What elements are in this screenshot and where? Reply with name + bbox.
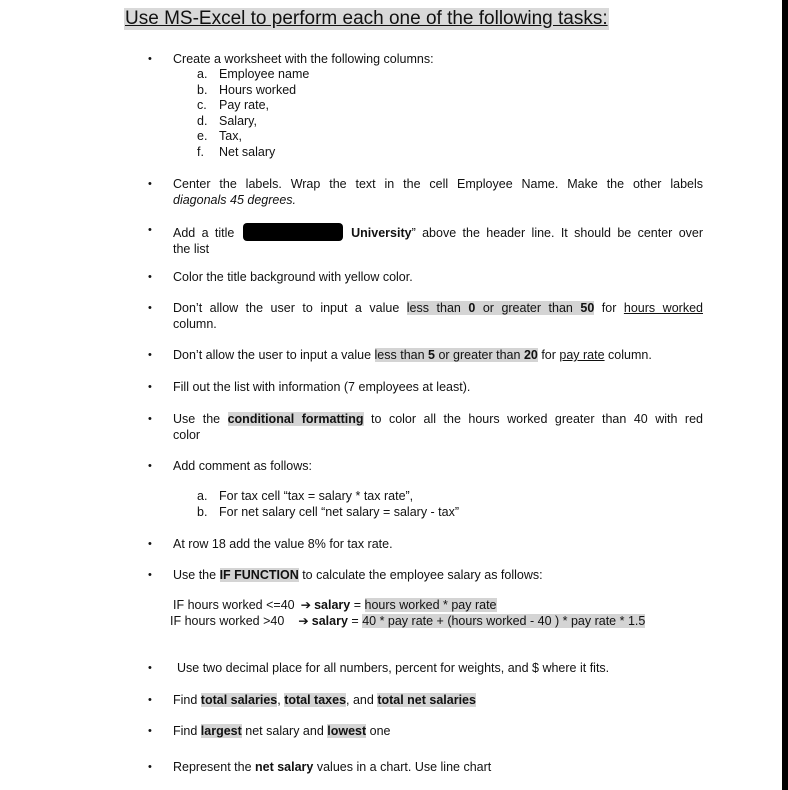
arrow-icon: ➔ xyxy=(300,598,312,612)
bullet: • xyxy=(148,460,152,472)
task-text: Use the IF FUNCTION to calculate the employee salary as follows: xyxy=(173,568,543,582)
task-text: Find largest net salary and lowest one xyxy=(173,724,391,738)
column-item: e. Tax, xyxy=(197,129,242,143)
task-text: column. xyxy=(173,316,217,331)
bullet: • xyxy=(148,662,152,674)
bullet: • xyxy=(148,53,152,65)
column-item: c. Pay rate, xyxy=(197,98,270,112)
task-text: Fill out the list with information (7 employees at least). xyxy=(173,380,471,394)
task-text: Color the title background with yellow color. xyxy=(173,270,413,284)
column-item: f. Net salary xyxy=(197,145,276,159)
bullet: • xyxy=(148,538,152,550)
page-right-edge xyxy=(782,0,788,790)
if-rule-1: IF hours worked <=40 ➔ salary = hours worked * pay rate xyxy=(173,598,497,612)
bullet: • xyxy=(148,569,152,581)
bullet: • xyxy=(148,349,152,361)
bullet: • xyxy=(148,413,152,425)
comment-item: a. For tax cell “tax = salary * tax rate”, xyxy=(197,489,414,503)
task-text: Create a worksheet with the following columns: xyxy=(173,52,434,66)
task-text: At row 18 add the value 8% for tax rate. xyxy=(173,537,393,551)
task-text: Use the conditional formatting to color all the hours worked greater than 40 with red xyxy=(173,412,703,426)
task-text: Add comment as follows: xyxy=(173,459,312,473)
bullet: • xyxy=(148,381,152,393)
bullet: • xyxy=(148,694,152,706)
task-text: the list xyxy=(173,241,210,256)
page-title: Use MS-Excel to perform each one of the following tasks: xyxy=(125,8,608,29)
task-text: color xyxy=(173,427,201,442)
task-text: Add a title University” above the header line. It should be center over xyxy=(173,223,703,242)
task-text: Don’t allow the user to input a value less than 0 or greater than 50 for hours worked xyxy=(173,301,703,315)
if-rule-2: IF hours worked >40 ➔ salary = 40 * pay rate + (hours worked - 40 ) * pay rate * 1.5 xyxy=(170,614,646,628)
task-text: diagonals 45 degrees. xyxy=(173,192,297,207)
bullet: • xyxy=(148,725,152,737)
task-text: Represent the net salary values in a chart. Use line chart xyxy=(173,760,492,774)
redaction-block xyxy=(243,223,343,241)
column-item: b. Hours worked xyxy=(197,83,297,97)
task-text: Don’t allow the user to input a value less than 5 or greater than 20 for pay rate column. xyxy=(173,348,652,362)
column-item: a. Employee name xyxy=(197,67,310,81)
comment-item: b. For net salary cell “net salary = salary - tax” xyxy=(197,505,460,519)
column-item: d. Salary, xyxy=(197,114,257,128)
bullet: • xyxy=(148,178,152,190)
bullet: • xyxy=(148,302,152,314)
arrow-icon: ➔ xyxy=(298,614,309,628)
bullet: • xyxy=(148,271,152,283)
bullet: • xyxy=(148,224,152,236)
task-text: Find total salaries, total taxes, and total net salaries xyxy=(173,693,476,707)
task-text: Use two decimal place for all numbers, percent for weights, and $ where it fits. xyxy=(177,661,610,675)
bullet: • xyxy=(148,761,152,773)
task-text: Center the labels. Wrap the text in the cell Employee Name. Make the other labels xyxy=(173,177,703,191)
